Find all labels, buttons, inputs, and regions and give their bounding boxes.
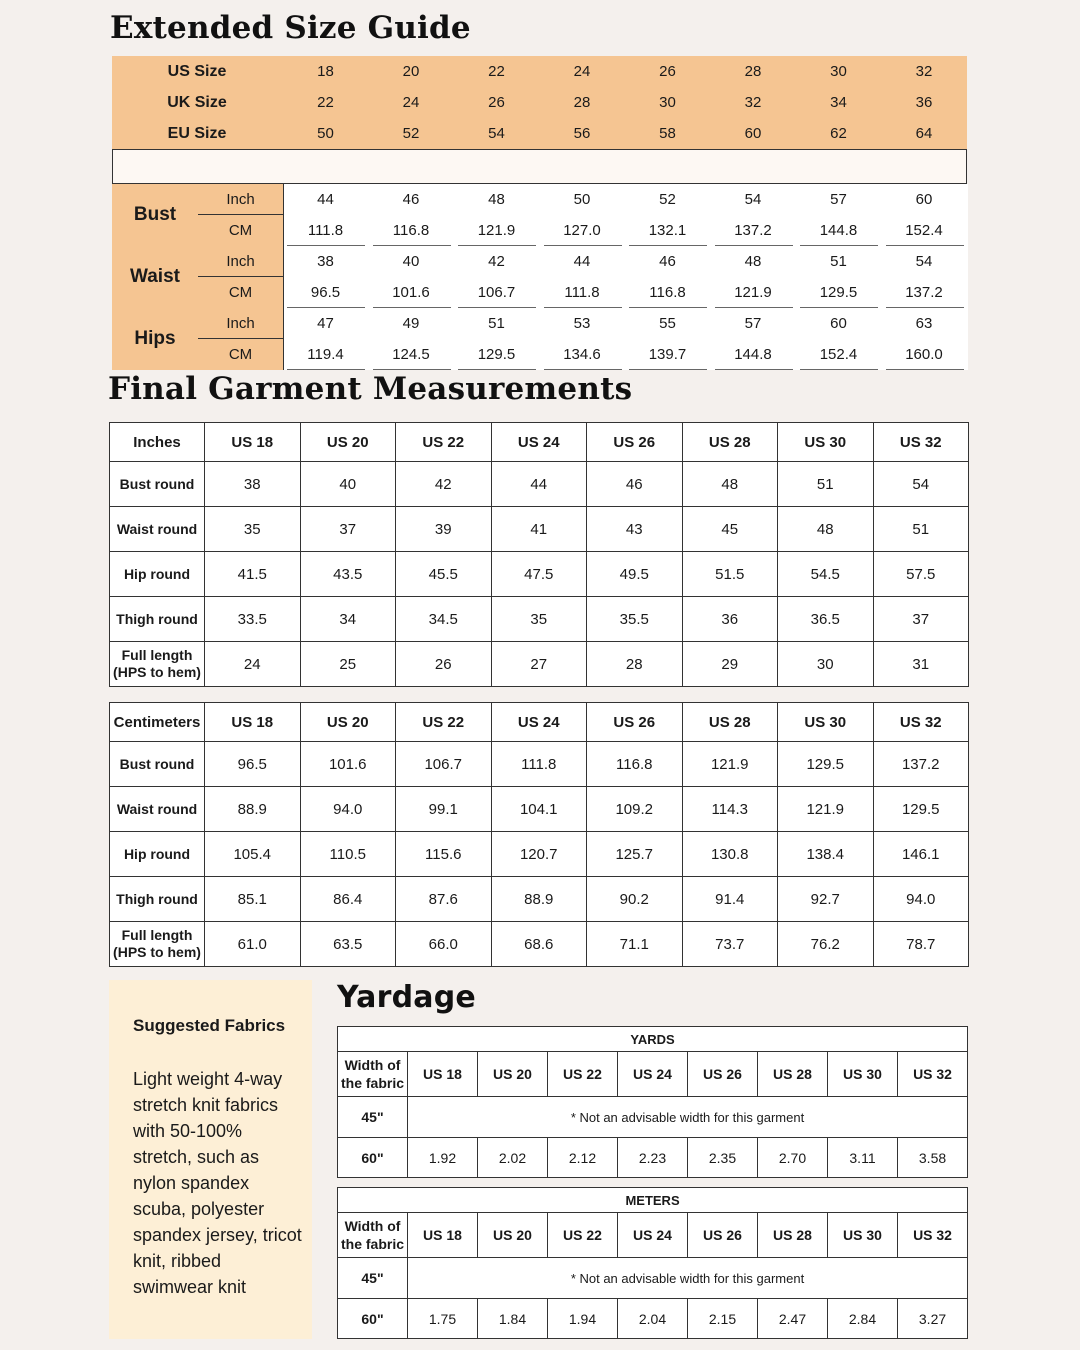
- table-cell: 87.6: [396, 877, 492, 922]
- yardage-value: 2.04: [618, 1299, 688, 1339]
- caption-row: [338, 1027, 968, 1052]
- size-value: 54: [488, 125, 505, 142]
- table-cell: 57.5: [873, 552, 969, 597]
- meters-table: [337, 1187, 968, 1339]
- table-cell: 38: [205, 462, 301, 507]
- size-header: US 24: [618, 1052, 688, 1097]
- table-cell: 125.7: [587, 832, 683, 877]
- measurement-value: 48: [488, 191, 505, 208]
- table-cell: 51.5: [682, 552, 778, 597]
- measurement-value: 46: [402, 191, 420, 208]
- final-garment-title: Final Garment Measurements: [108, 371, 633, 407]
- centimeters-table: [109, 702, 969, 967]
- table-cell: 39: [396, 507, 492, 552]
- table-cell: 35: [205, 507, 301, 552]
- size-header: US 28: [682, 703, 778, 742]
- row-underline: [886, 369, 964, 370]
- yardage-value: 3.58: [898, 1138, 968, 1178]
- header-row: [110, 703, 969, 742]
- size-value: 20: [402, 63, 420, 80]
- measurement-value: 57: [744, 315, 762, 332]
- size-value: 30: [830, 63, 847, 80]
- size-guide-spacer: [112, 149, 967, 184]
- table-cell: 48: [778, 507, 874, 552]
- size-header: US 24: [618, 1213, 688, 1258]
- measurement-value: 44: [573, 253, 591, 270]
- table-cell: 36.5: [778, 597, 874, 642]
- corner-label: Centimeters: [110, 703, 205, 742]
- size-value: 52: [402, 125, 420, 142]
- table-cell: 47.5: [491, 552, 587, 597]
- table-cell: 28: [587, 642, 683, 687]
- table-cell: 115.6: [396, 832, 492, 877]
- size-header: US 20: [300, 703, 396, 742]
- measurement-value: 54: [744, 191, 762, 208]
- size-value: 34: [830, 94, 847, 111]
- measurement-value: 47: [317, 315, 334, 332]
- size-conversion-header: [112, 56, 967, 149]
- size-header: US 30: [828, 1052, 898, 1097]
- measurement-value: 48: [744, 253, 762, 270]
- width-label: Width of the fabric: [338, 1213, 408, 1258]
- measurement-value: 57: [830, 191, 847, 208]
- yardage-value: 2.15: [688, 1299, 758, 1339]
- yardage-value: 3.27: [898, 1299, 968, 1339]
- table-cell: 35.5: [587, 597, 683, 642]
- size-header: US 18: [408, 1052, 478, 1097]
- yardage-value: 1.92: [408, 1138, 478, 1178]
- measurement-value: 116.8: [649, 284, 686, 301]
- measurement-value: 40: [402, 253, 420, 270]
- table-cell: 43.5: [300, 552, 396, 597]
- row-label: Bust round: [110, 462, 205, 507]
- not-advisable-note: * Not an advisable width for this garment: [408, 1258, 968, 1299]
- table-cell: 29: [682, 642, 778, 687]
- size-header: US 20: [300, 423, 396, 462]
- row-60: [338, 1138, 968, 1178]
- size-value: 32: [744, 94, 762, 111]
- size-value: 36: [915, 94, 933, 111]
- header-row: [338, 1052, 968, 1097]
- size-row-0: [112, 56, 967, 87]
- measurement-value: 51: [488, 315, 505, 332]
- suggested-fabrics-title: Suggested Fabrics: [133, 1016, 286, 1035]
- size-header: US 24: [491, 423, 587, 462]
- size-header: US 18: [205, 703, 301, 742]
- table-row: [110, 552, 969, 597]
- size-header: US 20: [478, 1213, 548, 1258]
- width-45-label: 45": [338, 1258, 408, 1299]
- row-45: [338, 1097, 968, 1138]
- table-cell: 40: [300, 462, 396, 507]
- width-label: Width of the fabric: [338, 1052, 408, 1097]
- row-underline: [800, 369, 878, 370]
- measurement-value: 139.7: [648, 346, 687, 363]
- table-cell: 114.3: [682, 787, 778, 832]
- size-value: 18: [317, 63, 334, 80]
- measurement-hips: [112, 308, 967, 370]
- table-cell: 121.9: [682, 742, 778, 787]
- size-value: 50: [317, 125, 334, 142]
- row-label: Waist round: [110, 787, 205, 832]
- table-cell: 68.6: [491, 922, 587, 967]
- size-header: US 28: [758, 1213, 828, 1258]
- measurement-value: 129.5: [477, 346, 516, 363]
- row-underline: [544, 369, 622, 370]
- table-cell: 106.7: [396, 742, 492, 787]
- measurement-value: 60: [915, 191, 933, 208]
- size-header: US 22: [396, 423, 492, 462]
- measurement-value: 53: [573, 315, 591, 332]
- size-header: US 30: [778, 703, 874, 742]
- measurement-value: 119.4: [307, 346, 344, 363]
- table-cell: 94.0: [873, 877, 969, 922]
- row-underline: [287, 369, 365, 370]
- yardage-value: 1.75: [408, 1299, 478, 1339]
- caption-row: [338, 1188, 968, 1213]
- unit-cm-label: CM: [228, 222, 253, 239]
- measurement-value: 121.9: [477, 222, 516, 239]
- size-value: 26: [488, 94, 505, 111]
- measurement-value: 55: [659, 315, 676, 332]
- measurement-value: 51: [830, 253, 847, 270]
- suggested-fabrics-box: [109, 980, 312, 1339]
- yardage-value: 2.47: [758, 1299, 828, 1339]
- size-value: 58: [659, 125, 676, 142]
- size-header: US 20: [478, 1052, 548, 1097]
- measurement-name: Waist: [130, 266, 180, 287]
- size-value: 22: [317, 94, 334, 111]
- table-cell: 37: [873, 597, 969, 642]
- size-value: 28: [573, 94, 591, 111]
- measurement-value: 60: [830, 315, 847, 332]
- measurement-value: 111.8: [307, 222, 344, 239]
- row-label: Hip round: [110, 832, 205, 877]
- yardage-value: 1.94: [548, 1299, 618, 1339]
- table-cell: 101.6: [300, 742, 396, 787]
- width-60-label: 60": [338, 1299, 408, 1339]
- size-value: 26: [659, 63, 676, 80]
- size-header: US 26: [587, 423, 683, 462]
- table-cell: 54.5: [778, 552, 874, 597]
- table-cell: 76.2: [778, 922, 874, 967]
- table-cell: 49.5: [587, 552, 683, 597]
- measurement-value: 96.5: [310, 284, 341, 301]
- size-value: 24: [402, 94, 420, 111]
- table-cell: 31: [873, 642, 969, 687]
- table-cell: 85.1: [205, 877, 301, 922]
- table-cell: 105.4: [205, 832, 301, 877]
- table-cell: 138.4: [778, 832, 874, 877]
- table-row: [110, 742, 969, 787]
- row-label: Hip round: [110, 552, 205, 597]
- header-row: [338, 1213, 968, 1258]
- size-header: US 26: [587, 703, 683, 742]
- measurement-value: 38: [317, 253, 334, 270]
- table-row: [110, 832, 969, 877]
- yardage-value: 2.12: [548, 1138, 618, 1178]
- table-cell: 116.8: [587, 742, 683, 787]
- table-cell: 94.0: [300, 787, 396, 832]
- measurement-bust: [112, 184, 967, 246]
- header-row: [110, 423, 969, 462]
- size-row-label: EU Size: [167, 125, 227, 142]
- size-header: US 28: [682, 423, 778, 462]
- table-row: [110, 877, 969, 922]
- table-row: [110, 462, 969, 507]
- table-cell: 73.7: [682, 922, 778, 967]
- not-advisable-note: * Not an advisable width for this garment: [408, 1097, 968, 1138]
- measurement-value: 160.0: [905, 346, 943, 363]
- measurement-value: 54: [915, 253, 933, 270]
- table-cell: 129.5: [778, 742, 874, 787]
- table-cell: 92.7: [778, 877, 874, 922]
- yardage-value: 2.84: [828, 1299, 898, 1339]
- table-cell: 120.7: [491, 832, 587, 877]
- size-header: US 32: [873, 703, 969, 742]
- size-value: 60: [744, 125, 762, 142]
- measurement-value: 144.8: [734, 346, 772, 363]
- size-value: 24: [573, 63, 591, 80]
- table-cell: 109.2: [587, 787, 683, 832]
- table-cell: 88.9: [491, 877, 587, 922]
- measurement-value: 127.0: [563, 222, 601, 239]
- measurement-value: 44: [317, 191, 334, 208]
- size-header: US 30: [778, 423, 874, 462]
- table-cell: 137.2: [873, 742, 969, 787]
- unit-inch-label: Inch: [226, 253, 255, 270]
- table-cell: 30: [778, 642, 874, 687]
- table-cell: 33.5: [205, 597, 301, 642]
- table-row: [110, 787, 969, 832]
- measurement-value: 144.8: [819, 222, 858, 239]
- table-cell: 88.9: [205, 787, 301, 832]
- table-cell: 104.1: [491, 787, 587, 832]
- table-cell: 90.2: [587, 877, 683, 922]
- measurement-value: 50: [573, 191, 591, 208]
- table-cell: 130.8: [682, 832, 778, 877]
- table-cell: 111.8: [491, 742, 587, 787]
- yardage-value: 2.70: [758, 1138, 828, 1178]
- measurement-value: 42: [488, 253, 505, 270]
- size-row-label: UK Size: [167, 94, 227, 111]
- measurement-value: 121.9: [734, 284, 772, 301]
- table-cell: 37: [300, 507, 396, 552]
- size-value: 64: [915, 125, 933, 142]
- size-header: US 22: [548, 1213, 618, 1258]
- corner-label: Inches: [110, 423, 205, 462]
- row-60: [338, 1299, 968, 1339]
- yardage-value: 2.02: [478, 1138, 548, 1178]
- table-cell: 91.4: [682, 877, 778, 922]
- size-header: US 24: [491, 703, 587, 742]
- yardage-value: 3.11: [828, 1138, 898, 1178]
- size-header: US 32: [898, 1052, 968, 1097]
- unit-inch-label: Inch: [226, 315, 255, 332]
- table-cell: 46: [587, 462, 683, 507]
- measurement-name: Bust: [133, 204, 177, 225]
- row-underline: [373, 369, 451, 370]
- measurement-value: 137.2: [734, 222, 772, 239]
- table-cell: 54: [873, 462, 969, 507]
- table-cell: 86.4: [300, 877, 396, 922]
- size-header: US 28: [758, 1052, 828, 1097]
- size-header: US 18: [205, 423, 301, 462]
- table-cell: 48: [682, 462, 778, 507]
- size-header: US 30: [828, 1213, 898, 1258]
- table-cell: 34.5: [396, 597, 492, 642]
- size-header: US 26: [688, 1052, 758, 1097]
- measurement-value: 116.8: [392, 222, 430, 239]
- size-header: US 32: [898, 1213, 968, 1258]
- size-value: 56: [573, 125, 591, 142]
- measurement-waist: [112, 246, 967, 308]
- table-row: [110, 597, 969, 642]
- size-row-1: [112, 87, 967, 118]
- size-value: 30: [659, 94, 676, 111]
- table-row: [110, 507, 969, 552]
- unit-caption: METERS: [338, 1188, 968, 1213]
- table-cell: 27: [491, 642, 587, 687]
- table-row: [110, 922, 969, 967]
- measurement-value: 52: [659, 191, 676, 208]
- size-value: 62: [830, 125, 847, 142]
- yardage-value: 2.23: [618, 1138, 688, 1178]
- table-cell: 36: [682, 597, 778, 642]
- row-underline: [629, 369, 707, 370]
- size-row-label: US Size: [167, 63, 227, 80]
- suggested-fabrics-text: Light weight 4-way stretch knit fabrics with 50-100% stretch, such as nylon spandex scuba, polyester spandex jersey, tricot knit, ribbed swimwear knit: [133, 1069, 302, 1297]
- size-row-2: [112, 118, 967, 149]
- measurement-value: 137.2: [905, 284, 943, 301]
- size-header: US 18: [408, 1213, 478, 1258]
- size-header: US 22: [396, 703, 492, 742]
- table-cell: 146.1: [873, 832, 969, 877]
- yardage-title: Yardage: [337, 980, 476, 1015]
- measurement-value: 111.8: [564, 284, 600, 301]
- table-cell: 35: [491, 597, 587, 642]
- table-cell: 99.1: [396, 787, 492, 832]
- table-cell: 121.9: [778, 787, 874, 832]
- measurement-value: 129.5: [819, 284, 858, 301]
- table-cell: 71.1: [587, 922, 683, 967]
- row-label: Thigh round: [110, 597, 205, 642]
- table-cell: 45.5: [396, 552, 492, 597]
- unit-caption: YARDS: [338, 1027, 968, 1052]
- row-label: Thigh round: [110, 877, 205, 922]
- table-cell: 24: [205, 642, 301, 687]
- table-cell: 41: [491, 507, 587, 552]
- size-value: 32: [915, 63, 933, 80]
- size-header: US 22: [548, 1052, 618, 1097]
- table-cell: 51: [873, 507, 969, 552]
- row-underline: [458, 369, 536, 370]
- table-cell: 129.5: [873, 787, 969, 832]
- size-value: 22: [488, 63, 505, 80]
- measurement-value: 124.5: [392, 346, 430, 363]
- table-cell: 51: [778, 462, 874, 507]
- measurement-value: 101.6: [392, 284, 430, 301]
- table-cell: 96.5: [205, 742, 301, 787]
- row-underline: [715, 369, 793, 370]
- table-cell: 78.7: [873, 922, 969, 967]
- size-guide-title: Extended Size Guide: [110, 10, 471, 46]
- measurement-value: 63: [915, 315, 933, 332]
- table-cell: 63.5: [300, 922, 396, 967]
- unit-inch-label: Inch: [226, 191, 255, 208]
- row-label: Bust round: [110, 742, 205, 787]
- width-60-label: 60": [338, 1138, 408, 1178]
- table-cell: 45: [682, 507, 778, 552]
- table-cell: 41.5: [205, 552, 301, 597]
- measurement-name: Hips: [134, 328, 176, 349]
- inches-table: [109, 422, 969, 687]
- measurement-value: 132.1: [648, 222, 687, 239]
- row-label: Full length (HPS to hem): [110, 922, 205, 967]
- table-row: [110, 642, 969, 687]
- yardage-value: 2.35: [688, 1138, 758, 1178]
- yardage-value: 1.84: [478, 1299, 548, 1339]
- row-label: Full length (HPS to hem): [110, 642, 205, 687]
- row-label: Waist round: [110, 507, 205, 552]
- measurement-value: 152.4: [905, 222, 943, 239]
- table-cell: 34: [300, 597, 396, 642]
- table-cell: 61.0: [205, 922, 301, 967]
- table-cell: 44: [491, 462, 587, 507]
- measurement-value: 152.4: [819, 346, 858, 363]
- unit-cm-label: CM: [228, 346, 253, 363]
- yards-table: [337, 1026, 968, 1178]
- measurement-value: 46: [659, 253, 676, 270]
- size-header: US 32: [873, 423, 969, 462]
- size-header: US 26: [688, 1213, 758, 1258]
- measurement-value: 106.7: [477, 284, 516, 301]
- measurement-value: 134.6: [563, 346, 601, 363]
- table-cell: 43: [587, 507, 683, 552]
- row-45: [338, 1258, 968, 1299]
- table-cell: 25: [300, 642, 396, 687]
- table-cell: 110.5: [300, 832, 396, 877]
- size-guide: [112, 56, 967, 363]
- size-value: 28: [744, 63, 762, 80]
- table-cell: 66.0: [396, 922, 492, 967]
- table-cell: 42: [396, 462, 492, 507]
- table-cell: 26: [396, 642, 492, 687]
- measurement-value: 49: [402, 315, 420, 332]
- width-45-label: 45": [338, 1097, 408, 1138]
- unit-cm-label: CM: [228, 284, 253, 301]
